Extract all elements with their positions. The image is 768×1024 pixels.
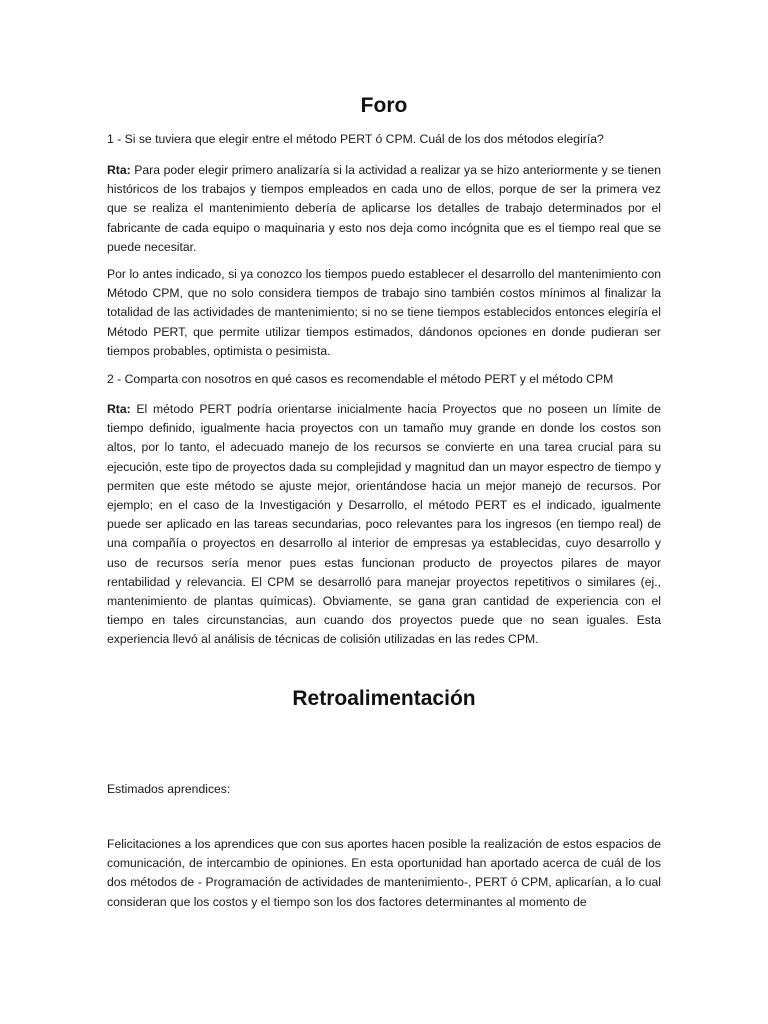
answer-1-label: Rta: [107,163,131,177]
question-1: 1 - Si se tuviera que elegir entre el método PERT ó CPM. Cuál de los dos métodos elegiría? [107,132,604,146]
answer-2-text: El método PERT podría orientarse inicialmente hacia Proyectos que no poseen un límite de tiempo definido, igualmente hacia proyectos con un tamaño muy grande en donde los costos son altos, por lo tanto, el adecuado manejo de los recursos se convierte en una tarea crucial para su ejecución, este tipo de proyectos dada su complejidad y magnitud dan un mayor espectro de tiempo y permiten que este método se ajuste mejor, orientándose hacia un mejor manejo de recursos. Por ejemplo; en el caso de la Investigación y Desarrollo, el método PERT es el indicado, igualmente puede ser aplicado en las tareas secundarias, poco relevantes para los ingresos (en tiempo real) de una compañía o proyectos en desarrollo al interior de empresas ya establecidas, cuyo desarrollo y uso de recursos sería menor pues estas funcionan producto de proyectos pilares de mayor rentabilidad y relevancia. El CPM se desarrolló para manejar proyectos repetitivos o similares (ej., mantenimiento de plantas químicas). Obviamente, se gana gran cantidad de experiencia con el tiempo en tales circunstancias, aun cuando dos proyectos puede que no sean iguales. Esta experiencia llevó al análisis de técnicas de colisión utilizadas en las redes CPM. [107,402,661,647]
answer-2 [107,400,661,650]
heading-retroalimentacion: Retroalimentación [292,687,476,710]
answer-2-label: Rta: [107,402,131,416]
paragraph-final: Felicitaciones a los aprendices que con sus aportes hacen posible la realización de estos espacios de comunicación, de intercambio de opiniones. En esta oportunidad han aportado acerca de cuál de los dos métodos de - Programación de actividades de mantenimiento-, PERT ó CPM, aplicarían, a lo cual consideran que los costos y el tiempo son los dos factores determinantes al momento de [107,837,661,909]
greeting: Estimados aprendices: [107,782,231,796]
answer-1 [107,161,661,257]
heading-foro: Foro [360,94,408,117]
paragraph-2: Por lo antes indicado, si ya conozco los tiempos puedo establecer el desarrollo del mantenimiento con Método CPM, que no solo considera tiempos de trabajo sino también costos mínimos al finalizar la totalidad de las actividades de mantenimiento; si no se tiene tiempos establecidos entonces elegiría el Método PERT, que permite utilizar tiempos estimados, dándonos opciones en donde pudieran ser tiempos probables, optimista o pesimista. [107,267,661,358]
answer-1-text: Para poder elegir primero analizaría si la actividad a realizar ya se hizo anteriormente y se tienen históricos de los trabajos y tiempos empleados en cada uno de ellos, porque de ser la primera vez que se realiza el mantenimiento debería de aplicarse los detalles de trabajo determinados por el fabricante de cada equipo o maquinaria y esto nos deja como incógnita que es el tiempo real que se puede necesitar. [107,163,661,254]
question-2: 2 - Comparta con nosotros en qué casos es recomendable el método PERT y el método CPM [107,372,614,386]
